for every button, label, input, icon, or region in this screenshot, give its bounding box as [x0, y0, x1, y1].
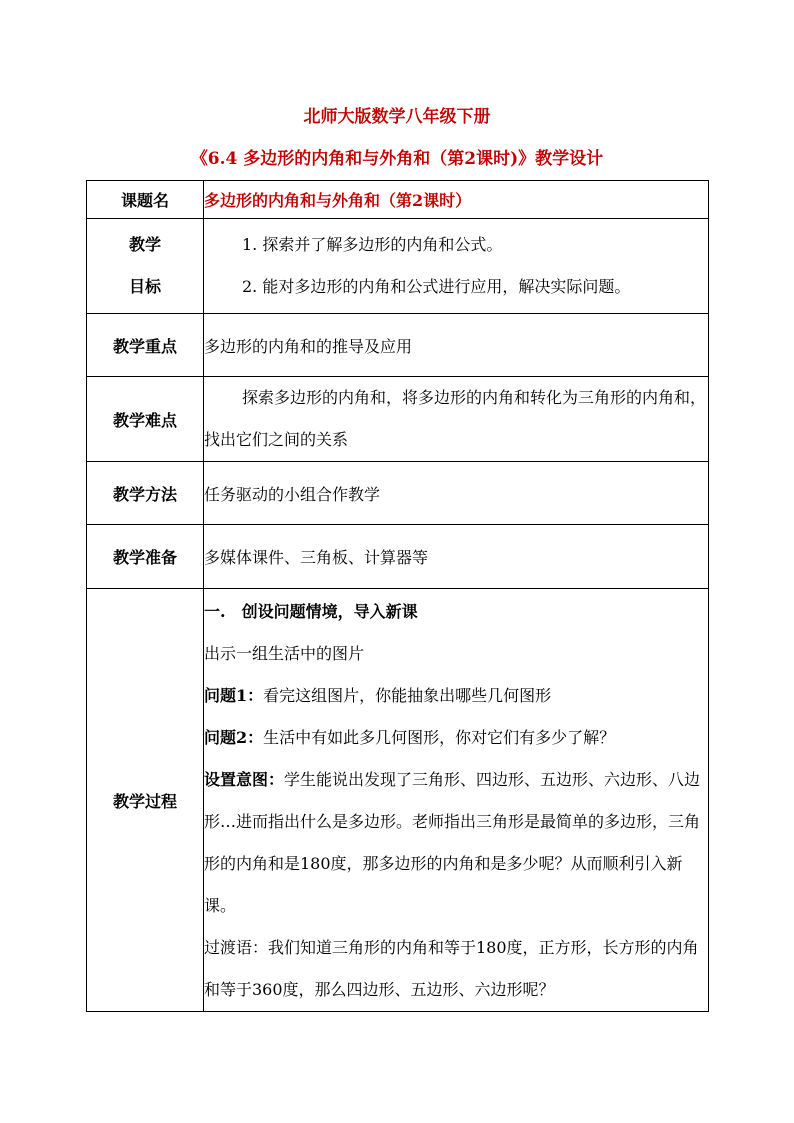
table-row-preparation — [87, 525, 709, 589]
lesson-plan-table — [86, 180, 709, 1012]
method-value: 任务驱动的小组合作教学 — [204, 462, 709, 525]
goals-value — [204, 219, 709, 314]
preparation-value: 多媒体课件、三角板、计算器等 — [204, 525, 709, 589]
document-title-line1: 北师大版数学八年级下册 — [303, 107, 491, 127]
table-row-method — [87, 462, 709, 525]
difficulties-label: 教学难点 — [87, 377, 204, 462]
table-row-key-points — [87, 314, 709, 377]
intent-text: 学生能说出发现了三角形、四边形、五边形、六边形、八边形…进而指出什么是多边形。老师指出三角形是最简单的多边形，三角形的内角和是180度，那多边形的内角和是多少呢？从而顺利引入新课。 — [204, 770, 701, 915]
goals-label-line2: 目标 — [128, 277, 161, 296]
q1-text: 看完这组图片，你能抽象出哪些几何图形 — [263, 686, 552, 705]
table-row-process — [87, 589, 709, 1012]
document-title-line2: 《6.4 多边形的内角和与外角和（第2课时)》教学设计 — [190, 149, 604, 169]
topic-label: 课题名 — [87, 181, 204, 219]
goals-label-line1: 教学 — [128, 235, 161, 254]
table-row-topic — [87, 181, 709, 219]
goal-item-1: 1. 探索并了解多边形的内角和公式。 — [242, 235, 503, 254]
process-transition: 过渡语：我们知道三角形的内角和等于180度，正方形，长方形的内角和等于360度，那么四边形、五边形、六边形呢？ — [204, 938, 699, 999]
process-intro: 出示一组生活中的图片 — [204, 644, 365, 663]
process-value — [204, 589, 709, 1012]
goal-item-2: 2. 能对多边形的内角和公式进行应用，解决实际问题。 — [242, 277, 631, 296]
table-row-goals — [87, 219, 709, 314]
process-question-2 — [204, 717, 708, 759]
goals-label — [87, 219, 204, 314]
process-intent — [204, 759, 708, 927]
topic-value: 多边形的内角和与外角和（第2课时） — [204, 181, 709, 219]
q2-text: 生活中有如此多几何图形，你对它们有多少了解？ — [263, 728, 616, 747]
method-label: 教学方法 — [87, 462, 204, 525]
difficulties-text: 探索多边形的内角和，将多边形的内角和转化为三角形的内角和，找出它们之间的关系 — [204, 388, 707, 449]
key-points-value: 多边形的内角和的推导及应用 — [204, 314, 709, 377]
process-question-1 — [204, 675, 708, 717]
process-label: 教学过程 — [87, 589, 204, 1012]
intent-label: 设置意图： — [204, 770, 285, 789]
q2-label: 问题2： — [204, 728, 264, 747]
preparation-label: 教学准备 — [87, 525, 204, 589]
key-points-label: 教学重点 — [87, 314, 204, 377]
table-row-difficulties — [87, 377, 709, 462]
difficulties-value — [204, 377, 709, 462]
q1-label: 问题1： — [204, 686, 264, 705]
process-section-title: 一. 创设问题情境，导入新课 — [204, 602, 418, 621]
